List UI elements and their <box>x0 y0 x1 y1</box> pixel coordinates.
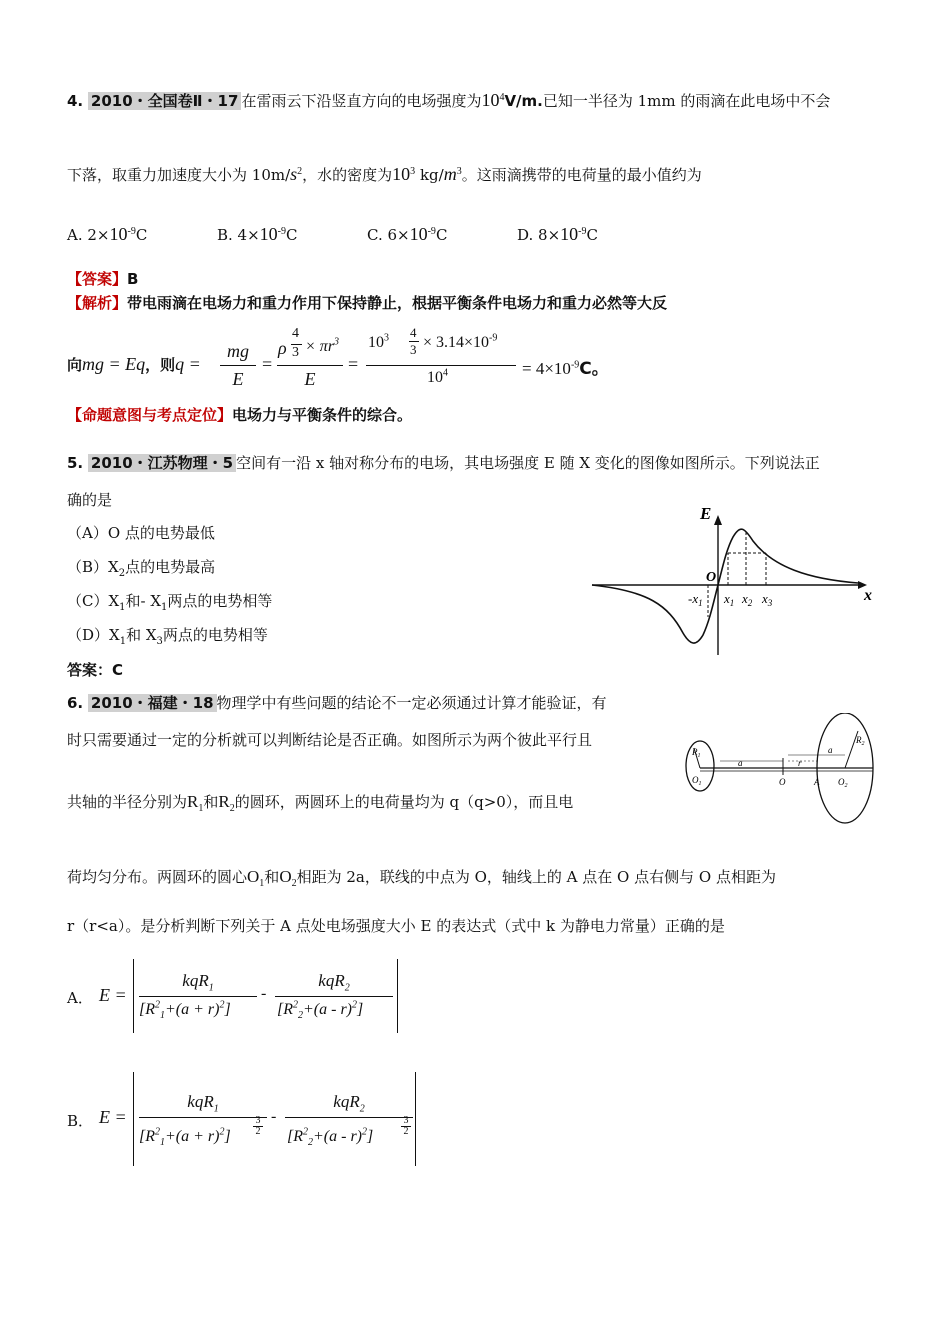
q6-option-b-exp1 <box>253 1116 263 1137</box>
q5-option-d-mid: 和 X <box>126 626 157 644</box>
q4-four: 4 <box>292 326 299 341</box>
q6-b-num2-sub: 2 <box>359 1103 365 1115</box>
q6-option-a-den2 <box>277 999 364 1022</box>
q4-three: 3 <box>292 345 299 360</box>
q4-line2-text: 下落，取重力加速度大小为 10m/ <box>67 166 291 184</box>
q5-source-tag: 2010・江苏物理・5 <box>88 454 236 472</box>
q5-option-d-sub: 1 <box>119 636 127 647</box>
q4-num-b <box>423 334 497 352</box>
q6-b-den1-text: [R <box>139 1128 155 1145</box>
q4-density-unit: kg/ <box>419 166 444 184</box>
q4-frac1-num: mg <box>227 341 249 361</box>
q6-option-a-abs-right <box>397 959 398 1033</box>
q6-option-b-bar1 <box>139 1117 267 1118</box>
q5-option-c-text: （C）X <box>67 592 120 610</box>
q6-line3-and: 和 <box>203 793 219 811</box>
q6-fig-R2 <box>855 735 865 747</box>
q6-line4 <box>67 866 776 887</box>
q4-num-b-exp: -9 <box>489 332 498 344</box>
q4-option-b[interactable] <box>217 224 298 245</box>
q4-number: 4. <box>67 92 84 110</box>
q6-option-a-num2 <box>275 971 393 994</box>
q5-e-label: E <box>700 505 712 523</box>
q6-a-den1-rest: +(a + r) <box>165 1001 220 1018</box>
q6-fig-r: r <box>798 758 802 768</box>
q4-result-text: = 4×10 <box>522 359 571 378</box>
q4-frac2-bar <box>277 365 343 366</box>
q6-fig-R2-text: R <box>856 735 862 745</box>
q6-b-den1-sub: 1 <box>160 1137 165 1149</box>
q6-a-den1-text: [R <box>139 1001 155 1018</box>
q4-option-d[interactable] <box>517 224 598 245</box>
q5-answer: 答案：C <box>67 661 124 679</box>
q6-rings-figure <box>680 713 890 829</box>
q5-x3-sub: 3 <box>767 598 773 608</box>
q6-fig-R1 <box>691 747 701 759</box>
q4-intent-text: 电场力与平衡条件的综合。 <box>232 406 413 424</box>
q5-negx1-sub: 1 <box>698 598 703 608</box>
q5-line1 <box>67 452 820 473</box>
q5-x-label: x <box>864 587 872 604</box>
q4-s-exp: 2 <box>297 166 303 177</box>
q4-frac2-den: E <box>304 369 316 389</box>
q6-O1-sub: 1 <box>259 878 265 889</box>
q5-line2: 确的是 <box>67 491 113 509</box>
q4-text: 在雷雨云下沿竖直方向的电场强度为 <box>241 92 482 110</box>
q6-a-den2-close: ] <box>357 1001 364 1018</box>
q6-fig-O1 <box>692 775 702 787</box>
q4-frac3-den <box>427 369 448 387</box>
q6-b-den1-close: ] <box>224 1128 231 1145</box>
q4-intent <box>67 404 412 425</box>
q6-option-a-den1 <box>139 999 231 1022</box>
q4-pir <box>305 338 339 356</box>
q6-option-b[interactable] <box>67 1070 427 1170</box>
q6-b-den2-sq: 2 <box>362 1126 368 1138</box>
q6-option-b-bar2 <box>285 1117 413 1118</box>
q5-option-b-sub: 2 <box>118 568 126 579</box>
q5-option-d-rest: 两点的电势相等 <box>162 626 268 644</box>
q6-b-num1-text: kqR <box>187 1092 214 1111</box>
q4-answer-tag: 【答案】 <box>67 270 128 288</box>
q4-formula-q: q = <box>175 354 201 374</box>
q6-b-den2-rest: +(a - r) <box>313 1128 363 1145</box>
q4-den-base: 10 <box>427 369 443 386</box>
q4-formula-mg-eq: mg = Eq <box>82 354 146 374</box>
q6-line4-a: 荷均匀分布。两圆环的圆心 <box>67 868 248 886</box>
q6-a-den2-text: [R <box>277 1001 293 1018</box>
q5-option-a[interactable] <box>67 522 215 543</box>
q5-option-c-sub2: 1 <box>161 602 168 613</box>
q6-a-num2-sub: 2 <box>344 982 350 994</box>
q4-option-a-base: 10 <box>109 224 128 244</box>
q6-option-b-den1 <box>139 1126 231 1149</box>
q5-x1-sub: 1 <box>729 598 735 608</box>
q6-O2-sub: 2 <box>291 878 297 889</box>
q4-frac3-bar <box>366 365 516 366</box>
q4-line2-text-c: 。这雨滴携带的电荷量的最小值约为 <box>461 166 702 184</box>
q4-result <box>522 354 609 379</box>
q5-field-curve <box>592 529 858 643</box>
q6-option-b-minus: - <box>271 1108 277 1125</box>
q5-option-c[interactable] <box>67 590 272 611</box>
q4-option-d-base: 10 <box>560 224 579 244</box>
q5-option-d-text: （D）X <box>67 626 120 644</box>
q4-line2-text-b: ，水的密度为 <box>302 166 393 184</box>
q4-source-tag: 2010・全国卷Ⅱ・17 <box>88 92 242 110</box>
q6-option-b-label: B． <box>67 1112 94 1130</box>
q4-density-exp: 3 <box>410 166 416 177</box>
q4-formula-prefix <box>67 354 201 375</box>
q6-option-b-num2 <box>285 1092 413 1115</box>
q5-negx1-label <box>688 591 703 608</box>
q6-R2-sub: 2 <box>229 803 235 814</box>
q6-fig-R2-sub: 2 <box>861 741 865 747</box>
q6-b-num2-text: kqR <box>333 1092 360 1111</box>
q6-a-den1-sup: 2 <box>155 999 160 1011</box>
q6-line5: r（r<a）。是分析判断下列关于 A 点处电场强度大小 E 的表达式（式中 k 为静电力常量）正确的是 <box>67 917 725 935</box>
q6-b-exp1-num: 3 <box>253 1116 263 1127</box>
q6-number: 6. <box>67 694 84 712</box>
q4-option-a-exp: -9 <box>127 226 136 237</box>
q4-den-exp: 4 <box>443 367 448 379</box>
q6-line4-b: 相距为 2a，联线的中点为 O，轴线上的 A 点在 O 点右侧与 O 点相距为 <box>296 868 776 886</box>
q6-O2: O <box>279 867 292 886</box>
q4-num-a-exp: 3 <box>384 332 389 344</box>
q5-x2-sub: 2 <box>747 598 753 608</box>
q4-formula-prefix-text: 向 <box>67 356 83 374</box>
q4-s: s <box>290 164 298 184</box>
q6-b-den2-close: ] <box>367 1128 374 1145</box>
q6-option-a-bar1 <box>139 996 257 997</box>
q4-intent-tag: 【命题意图与考点定位】 <box>67 406 233 424</box>
q6-option-b-E: E = <box>99 1107 127 1127</box>
q6-line3 <box>67 791 573 812</box>
q5-negx1-text: -x <box>688 591 699 606</box>
q5-number: 5. <box>67 454 84 472</box>
q6-option-a-abs-left <box>133 959 134 1033</box>
q4-analysis-tag: 【解析】 <box>67 294 128 312</box>
q6-line3-b: 的圆环，两圆环上的电荷量均为 q（q>0），而且电 <box>234 793 574 811</box>
q4-eq2: = <box>348 354 359 374</box>
q6-b-den2-text: [R <box>287 1128 303 1145</box>
q5-x2-label <box>741 591 753 608</box>
q6-option-a-bar2 <box>275 996 393 997</box>
q5-option-b-rest: 点的电势最高 <box>125 558 216 576</box>
q6-fig-R1-sub: 1 <box>697 753 701 759</box>
q5-option-c-mid: 和- X <box>125 592 162 610</box>
q4-pir-text: × πr <box>305 338 335 355</box>
q4-line2 <box>67 164 702 185</box>
q6-fig-R1-text: R <box>692 747 698 757</box>
q4-analysis-text: 带电雨滴在电场力和重力作用下保持静止，根据平衡条件电场力和重力必然等大反 <box>127 294 668 312</box>
q5-option-b-text: （B）X <box>67 558 119 576</box>
q5-option-c-sub: 1 <box>119 602 126 613</box>
q6-option-b-num1 <box>139 1092 267 1115</box>
q4-option-b-base: 10 <box>259 224 278 244</box>
q6-b-num1-sub: 1 <box>213 1103 219 1115</box>
q4-answer <box>67 268 138 289</box>
q6-line3-a: 共轴的半径分别为 <box>67 793 188 811</box>
q4-option-c-label: C. 6× <box>367 226 410 244</box>
q6-b-den2-sup: 2 <box>303 1126 308 1138</box>
q4-option-c-unit: C <box>435 226 448 244</box>
q4-num-four: 4 <box>410 325 417 340</box>
q6-b-den1-sq: 2 <box>219 1126 225 1138</box>
q6-fig-O2-text: O <box>838 777 845 787</box>
q6-a-den2-sub: 2 <box>298 1010 303 1022</box>
q6-fig-O1-text: O <box>692 775 699 785</box>
q6-b-exp1-den: 2 <box>255 1126 261 1137</box>
q5-option-b[interactable] <box>67 556 215 577</box>
q4-option-a-label: A. 2× <box>67 226 110 244</box>
q5-x1-text: x <box>724 591 730 606</box>
q6-option-a-E: E = <box>99 985 127 1005</box>
q6-a-num2-text: kqR <box>318 971 345 990</box>
q4-formula-then: ，则 <box>145 356 176 374</box>
q6-fig-O2-sub: 2 <box>844 783 848 789</box>
q4-option-b-label: B. 4× <box>217 226 260 244</box>
q6-fig-a-right: a <box>828 745 833 755</box>
q6-line4-and: 和 <box>264 868 280 886</box>
q4-text-b: 已知一半径为 1mm 的雨滴在此电场中不会 <box>542 92 831 110</box>
q4-option-c[interactable] <box>367 224 447 245</box>
q6-source-tag: 2010・福建・18 <box>88 694 217 712</box>
q6-option-a-minus: - <box>261 985 267 1002</box>
q4-num-a <box>368 334 389 352</box>
q6-R2: R <box>218 792 230 811</box>
q6-R1-sub: 1 <box>198 803 204 814</box>
q6-b-den2-sub: 2 <box>308 1137 313 1149</box>
q4-option-d-label: D. 8× <box>517 226 561 244</box>
q5-ex-graph <box>588 505 878 660</box>
q6-a-den2-rest: +(a - r) <box>303 1001 353 1018</box>
q4-answer-value: B <box>127 270 139 288</box>
q4-num-b-text: × 3.14×10 <box>423 334 490 351</box>
q4-line1 <box>67 90 830 111</box>
q5-text: 空间有一沿 x 轴对称分布的电场，其电场强度 E 随 X 变化的图像如图所示。下列说法正 <box>236 454 820 472</box>
q4-option-c-exp: -9 <box>427 226 436 237</box>
q4-rho: ρ <box>278 338 287 358</box>
q6-line1-text: 物理学中有些问题的结论不一定必须通过计算才能验证，有 <box>216 694 607 712</box>
q6-option-b-abs-left <box>133 1072 134 1166</box>
q5-option-d[interactable] <box>67 624 268 645</box>
q6-option-b-den2 <box>287 1126 374 1149</box>
q6-fig-O2 <box>838 777 848 789</box>
q4-option-b-exp: -9 <box>277 226 287 237</box>
q4-m: m <box>443 164 457 184</box>
q4-option-d-unit: C <box>586 226 598 244</box>
q6-option-a-label: A． <box>67 989 93 1007</box>
q5-y-arrow <box>714 515 722 525</box>
q6-option-b-abs-right <box>415 1072 416 1166</box>
q6-option-a[interactable] <box>67 955 407 1037</box>
q6-a-den2-sup: 2 <box>293 999 298 1011</box>
q6-b-exp2-den: 2 <box>403 1126 409 1137</box>
q4-option-b-unit: C <box>286 226 298 244</box>
q6-option-a-num1 <box>139 971 257 994</box>
q5-option-a-text: （A）O 点的电势最低 <box>67 524 215 542</box>
q5-x3-text: x <box>762 591 768 606</box>
q4-result-unit: C。 <box>579 359 609 379</box>
q5-option-d-sub2: 3 <box>156 636 163 647</box>
q4-density-base: 10 <box>392 164 411 184</box>
q5-option-c-rest: 两点的电势相等 <box>167 592 273 610</box>
q4-option-a-unit: C <box>135 226 148 244</box>
q6-a-num1-text: kqR <box>182 971 209 990</box>
q6-b-den1-sup: 2 <box>155 1126 160 1138</box>
q6-R1: R <box>187 792 199 811</box>
q4-analysis <box>67 292 667 313</box>
q4-r-exp: 3 <box>334 336 340 348</box>
q6-a-den2-sq: 2 <box>352 999 358 1011</box>
q4-num-three: 3 <box>410 342 417 357</box>
q4-frac1-bar <box>220 365 256 366</box>
q6-a-num1-sub: 1 <box>208 982 214 994</box>
q5-x2-text: x <box>742 591 748 606</box>
q5-o-label: O <box>706 570 717 585</box>
q6-fig-a-left: a <box>738 758 743 768</box>
q4-option-d-exp: -9 <box>578 226 587 237</box>
q6-O1: O <box>247 867 260 886</box>
q6-a-den1-sq: 2 <box>219 999 225 1011</box>
q6-line2: 时只需要通过一定的分析就可以判断结论是否正确。如图所示为两个彼此平行且 <box>67 731 593 749</box>
q6-b-den1-rest: +(a + r) <box>165 1128 220 1145</box>
q6-a-den1-close: ] <box>224 1001 231 1018</box>
q4-power-exp: 4 <box>499 92 505 103</box>
q5-x3-label <box>761 591 773 608</box>
q5-x1-label <box>723 591 734 608</box>
q4-num-a-base: 10 <box>368 334 384 351</box>
q4-m-exp: 3 <box>456 166 462 177</box>
q4-option-a[interactable] <box>67 224 147 245</box>
q4-power-base: 10 <box>481 90 500 110</box>
q4-result-exp: -9 <box>570 359 580 371</box>
q6-line1 <box>67 692 607 713</box>
q4-option-c-base: 10 <box>409 224 428 244</box>
q6-fig-O1-sub: 1 <box>698 781 702 787</box>
q4-unit: V/m. <box>504 92 543 110</box>
q6-fig-O: O <box>779 777 786 787</box>
q6-option-b-exp2 <box>401 1116 411 1137</box>
q6-fig-A: A <box>814 777 820 787</box>
q4-eq1: = <box>262 354 273 374</box>
q6-b-exp2-num: 3 <box>401 1116 411 1127</box>
q6-a-den1-sub: 1 <box>160 1010 165 1022</box>
q4-frac1-den: E <box>232 369 244 389</box>
